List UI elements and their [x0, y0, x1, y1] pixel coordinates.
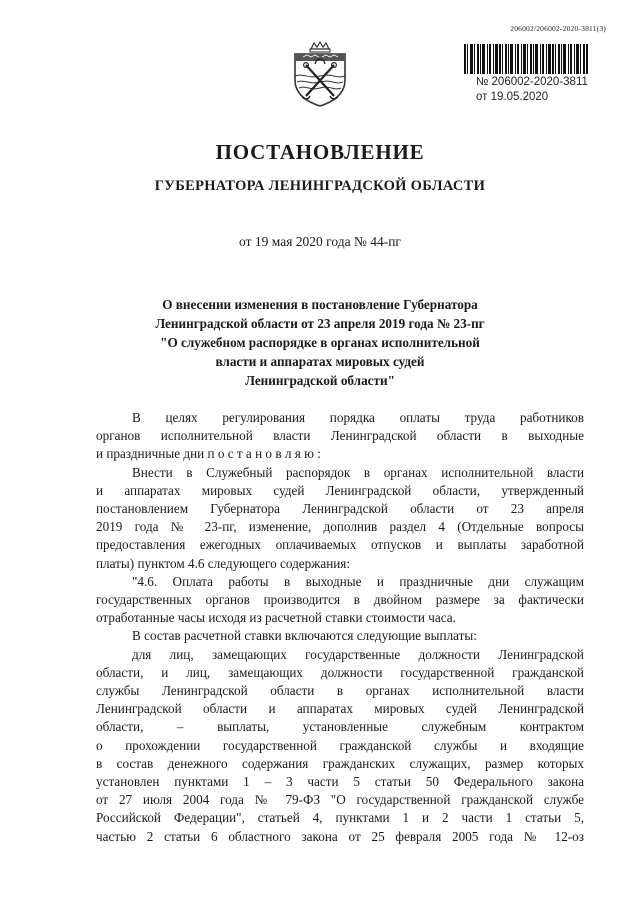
barcode-icon — [464, 44, 588, 74]
body-line: области, и лиц, замещающих должности государственной гражданской — [96, 664, 584, 680]
body-line: и праздничные дни п о с т а н о в л я ю : — [96, 446, 321, 462]
leningrad-region-coat-of-arms-icon — [289, 40, 351, 108]
body-line: для лиц, замещающих государственные должности Ленинградской — [132, 646, 584, 662]
body-line: Российской Федерации", статьей 4, пунктами 1 и 2 части 1 статьи 5, — [96, 810, 584, 826]
document-type-heading: ПОСТАНОВЛЕНИЕ — [215, 140, 425, 164]
body-line: "4.6. Оплата работы в выходные и праздничные дни служащим — [132, 573, 584, 589]
body-line: службы Ленинградской области в органах исполнительной власти — [96, 683, 584, 699]
body-line: В целях регулирования порядка оплаты труда работников — [132, 410, 584, 425]
body-line: установлен пунктами 1 – 3 части 5 статьи 50 Федерального закона — [96, 774, 584, 790]
document-subject — [100, 295, 540, 390]
subject-line: О внесении изменения в постановление Губернатора — [162, 297, 478, 312]
body-line: области, – выплаты, установленные служебным контрактом — [96, 719, 584, 735]
body-line: органов исполнительной власти Ленинградской области в выходные — [96, 428, 584, 444]
issuer-heading: ГУБЕРНАТОРА ЛЕНИНГРАДСКОЙ ОБЛАСТИ — [154, 178, 486, 194]
body-line: 2019 года № 23-пг, изменение, дополнив раздел 4 (Отдельные вопросы — [96, 519, 584, 535]
body-line: от 27 июля 2004 года № 79-ФЗ "О государственной гражданской службе — [96, 792, 584, 808]
body-line: платы) пунктом 4.6 следующего содержания: — [96, 555, 351, 571]
body-line: о прохождении государственной гражданской службы и входящие — [96, 737, 584, 753]
body-line: Внести в Служебный распорядок в органах исполнительной власти — [132, 464, 584, 480]
body-line: В состав расчетной ставки включаются следующие выплаты: — [132, 628, 477, 644]
document-body — [96, 409, 584, 846]
body-line: Ленинградской области и аппаратах мировых судей Ленинградской — [96, 701, 584, 717]
document-date-number: от 19 мая 2020 года № 44-пг — [239, 234, 401, 249]
registration-date: от 19.05.2020 — [476, 91, 549, 103]
subject-line: Ленинградской области от 23 апреля 2019 года № 23-пг — [155, 316, 485, 331]
body-line: государственных органов производится в двойном размере за фактически — [96, 592, 584, 608]
body-line: предоставления ежегодных оплачиваемых отпусков и выплаты заработной — [96, 537, 584, 553]
body-line: постановлением Губернатора Ленинградской области от 23 апреля — [96, 501, 584, 517]
body-line: и аппаратах мировых судей Ленинградской области, утвержденный — [96, 482, 584, 498]
subject-line: власти и аппаратах мировых судей — [215, 354, 425, 369]
subject-line: "О служебном распорядке в органах исполнительной — [160, 335, 480, 350]
body-line: частью 2 статьи 6 областного закона от 25 февраля 2005 года № 12-оз — [96, 828, 584, 844]
document-code: 206002/206002-2020-3811(3) — [510, 24, 606, 33]
subject-line: Ленинградской области" — [245, 373, 395, 388]
body-line: отработанные часы исходя из расчетной ставки стоимости часа. — [96, 610, 456, 626]
body-line: в состав денежного содержания гражданских служащих, размер которых — [96, 755, 584, 771]
registration-number: № 206002-2020-3811 — [476, 76, 588, 88]
